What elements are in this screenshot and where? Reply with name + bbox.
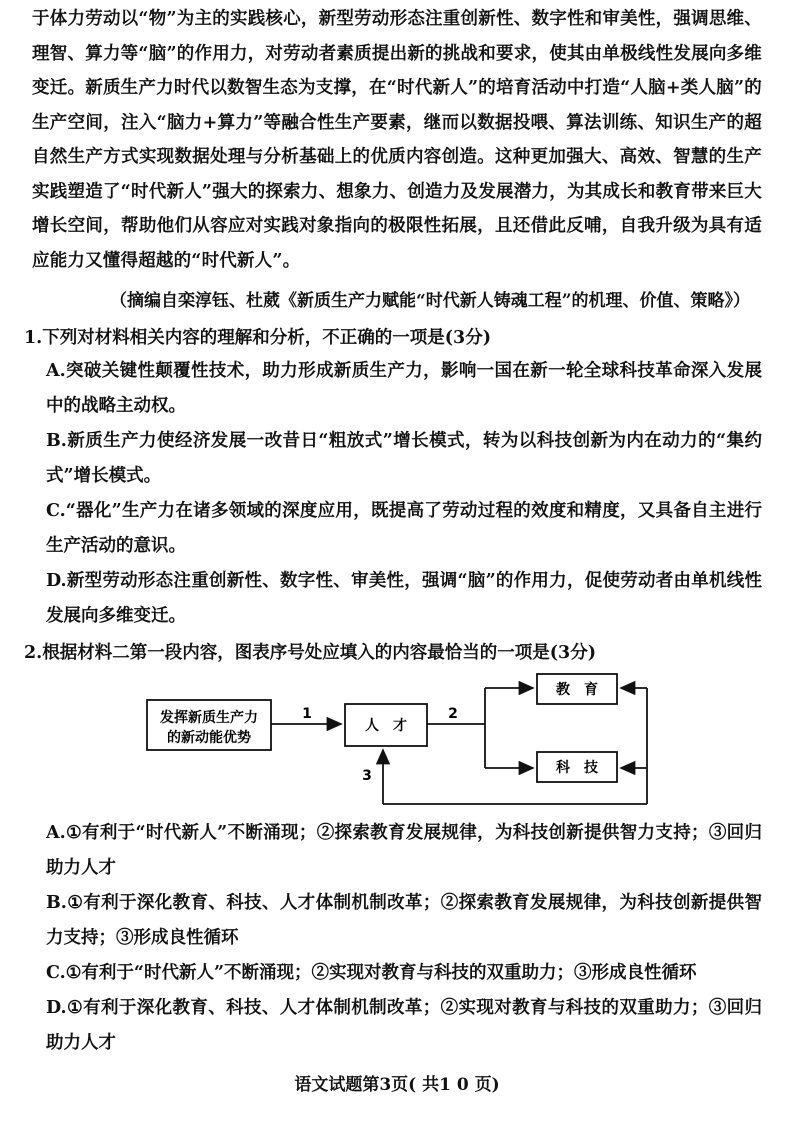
q1-option-b: B.新质生产力使经济发展一改昔日“粗放式”增长模式，转为以科技创新为内在动力的“集约式”增长模式。: [46, 431, 762, 486]
q2-option-c: C.①有利于“时代新人”不断涌现；②实现对教育与科技的双重助力；③形成良性循环: [46, 963, 697, 983]
label-3: 3: [362, 768, 372, 784]
q2-option-d: D.①有利于深化教育、科技、人才体制机制改革；②实现对教育与科技的双重助力；③回归助力人才: [46, 998, 762, 1053]
passage-paragraph: 于体力劳动以“物”为主的实践核心，新型劳动形态注重创新性、数字性和审美性，强调思维、理智、算力等“脑”的作用力，对劳动者素质提出新的挑战和要求，使其由单极线性发展向多维变迁。新质生产力时代以数智生态为支撑，在“时代新人”的培育活动中打造“人脑+类人脑”的生产空间，注入“脑力+算力”等融合性生产要素，继而以数据投喂、算法训练、知识生产的超自然生产方式实现数据处理与分析基础上的优质内容创造。这种更加强大、高效、智慧的生产实践塑造了“时代新人”强大的探索力、想象力、创造力及发展潜力，为其成长和教育带来巨大增长空间，帮助他们从容应对实践对象指向的极限性拓展，且还借此反哺，自我升级为具有适应能力又懂得超越的“时代新人”。: [32, 9, 762, 271]
source-box-line2: 的新动能优势: [167, 730, 251, 746]
tech-box-label: 科 技: [556, 760, 598, 776]
page-footer: 语文试题第3页( 共1 0 页): [294, 1075, 500, 1095]
passage-source: （摘编自栾淳钰、杜葳《新质生产力赋能“时代新人铸魂工程”的机理、价值、策略》）: [110, 291, 751, 311]
talent-box-label: 人 才: [365, 718, 407, 734]
education-box-label: 教 育: [556, 682, 598, 698]
q1-option-d: D.新型劳动形态注重创新性、数字性、审美性，强调“脑”的作用力，促使劳动者由单机线性发展向多维变迁。: [46, 571, 762, 626]
q2-option-b: B.①有利于深化教育、科技、人才体制机制改革；②探索教育发展规律，为科技创新提供智力支持；③形成良性循环: [46, 893, 762, 948]
label-1: 1: [302, 706, 312, 722]
q1-option-c: C.“器化”生产力在诸多领域的深度应用，既提高了劳动过程的效度和精度，又具备自主进行生产活动的意识。: [46, 501, 762, 556]
source-box-line1: 发挥新质生产力: [160, 710, 258, 726]
label-2: 2: [448, 706, 458, 722]
flow-diagram: [145, 672, 665, 812]
q2-option-a: A.①有利于“时代新人”不断涌现；②探索教育发展规律，为科技创新提供智力支持；③回归助力人才: [46, 823, 762, 878]
question-1-stem: 1.下列对材料相关内容的理解和分析，不正确的一项是(3分): [24, 328, 492, 348]
q1-option-a: A.突破关键性颠覆性技术，助力形成新质生产力，影响一国在新一轮全球科技革命深入发展中的战略主动权。: [46, 361, 762, 416]
question-2-stem: 2.根据材料二第一段内容，图表序号处应填入的内容最恰当的一项是(3分): [24, 643, 597, 663]
